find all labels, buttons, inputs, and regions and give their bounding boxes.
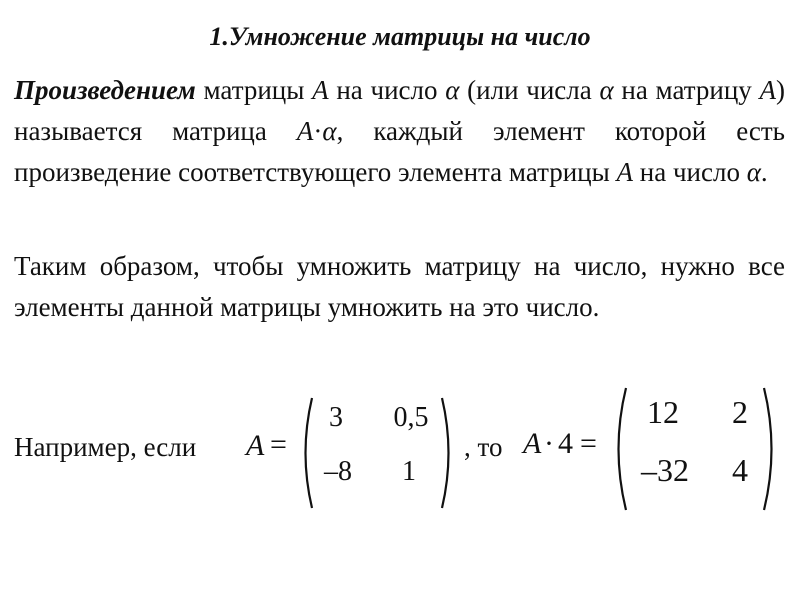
definition-text-6: , каждый элемент которой есть произведение соответствующего элемента матрицы [14, 116, 785, 187]
slide-title: 1.Умножение матрицы на число [209, 22, 591, 51]
alpha-symbol: α [599, 75, 614, 105]
definition-paragraph [14, 70, 785, 193]
definition-term: Произведением [14, 75, 196, 105]
matrix-symbol-a: А [616, 157, 634, 187]
definition-text-4: на матрицу [613, 75, 760, 105]
definition-text-2: на число [328, 75, 446, 105]
matrix-result-cell: 4 [732, 452, 748, 488]
matrix-name-a: A [246, 429, 265, 462]
definition-text-5: ) называется матрица [14, 75, 785, 146]
matrix-a-cell: 3 [329, 402, 343, 433]
multiplication-dot: · [313, 116, 323, 146]
equals-sign: = [270, 428, 287, 461]
definition-text-3: (или числа [459, 75, 600, 105]
example-prefix: Например, если [14, 432, 197, 462]
rule-paragraph: Таким образом, чтобы умножить матрицу на число, нужно все элементы данной матрицы умножить на это число. [14, 251, 785, 322]
definition-text-7: на число [633, 157, 747, 187]
example-connector: , то [464, 432, 503, 462]
right-paren-icon [760, 386, 782, 512]
left-paren-icon [296, 396, 316, 510]
matrix-result-cell: 2 [732, 394, 748, 430]
product-dot: · [544, 427, 554, 460]
example-block [14, 392, 794, 512]
product-number: 4 [558, 427, 573, 460]
right-paren-icon [438, 396, 458, 510]
alpha-symbol: α [445, 75, 460, 105]
matrix-result-cell: 12 [647, 394, 679, 430]
matrix-symbol-a: А [296, 116, 314, 146]
equals-sign: = [580, 427, 597, 460]
alpha-symbol: α [746, 157, 761, 187]
matrix-a-cell: –8 [324, 456, 352, 487]
matrix-result-cell: –32 [641, 452, 689, 488]
alpha-symbol: α [322, 116, 337, 146]
product-var-a: A [523, 427, 542, 460]
definition-text-8: . [760, 157, 768, 187]
matrix-symbol-a: А [312, 75, 329, 105]
definition-text-1: матрицы [195, 75, 313, 105]
matrix-symbol-a: А [759, 75, 776, 105]
matrix-a-cell: 1 [402, 456, 416, 487]
left-paren-icon [608, 386, 630, 512]
matrix-a-cell: 0,5 [393, 402, 429, 433]
